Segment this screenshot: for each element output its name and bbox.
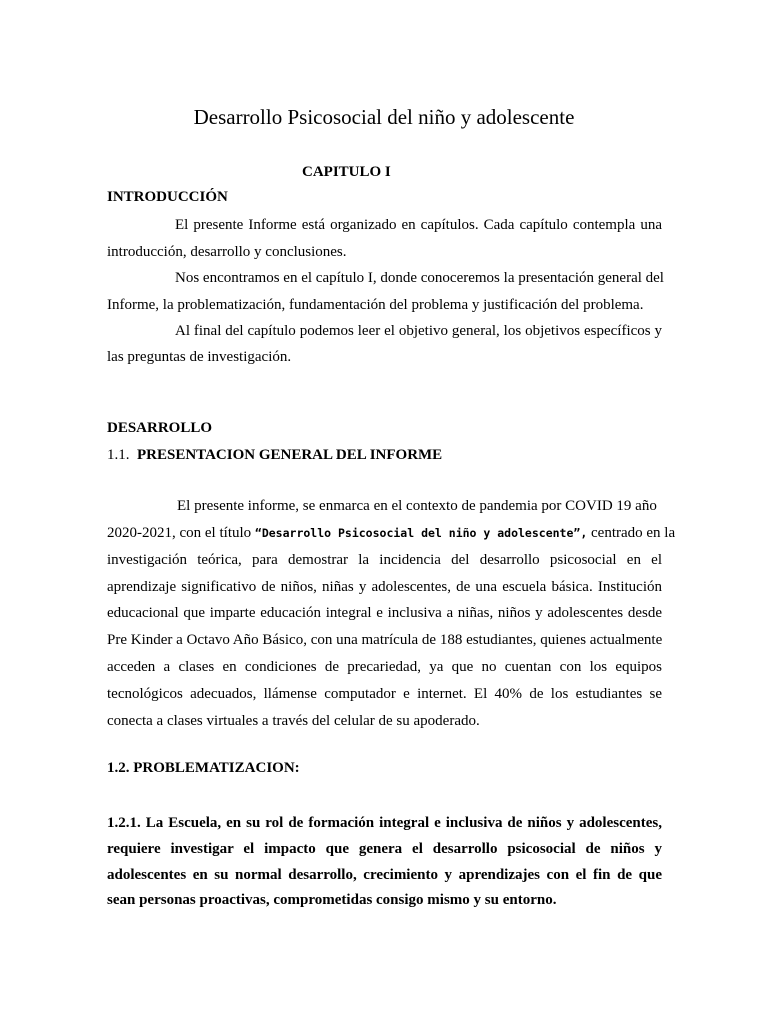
- report-title-quote: “Desarrollo Psicosocial del niño y adolescente”,: [254, 526, 588, 540]
- body-line-5: educacional que imparte educación integral e inclusiva a niñas, niños y adolescentes desde: [107, 605, 662, 621]
- body-line-1: El presente informe, se enmarca en el contexto de pandemia por COVID 19 año: [177, 498, 657, 514]
- intro-paragraph-3-line-1: Al final del capítulo podemos leer el objetivo general, los objetivos específicos y: [175, 323, 662, 339]
- body-line-7: acceden a clases en condiciones de precariedad, ya que no cuentan con los equipos: [107, 659, 662, 675]
- body-line-2: [107, 524, 676, 542]
- body-line-3: investigación teórica, para demostrar la incidencia del desarrollo psicosocial en el: [107, 552, 662, 568]
- section-1-2-heading: 1.2. PROBLEMATIZACION:: [107, 760, 300, 776]
- intro-paragraph-3-line-2: las preguntas de investigación.: [107, 349, 292, 365]
- section-1-2-1-line-1: 1.2.1. La Escuela, en su rol de formación integral e inclusiva de niños y adolescentes,: [107, 815, 662, 831]
- intro-paragraph-1-line-2: introducción, desarrollo y conclusiones.: [107, 244, 347, 260]
- development-heading: DESARROLLO: [107, 420, 213, 436]
- body-line-8: tecnológicos adecuados, llámense computador e internet. El 40% de los estudiantes se: [107, 686, 662, 702]
- body-line-6: Pre Kinder a Octavo Año Básico, con una matrícula de 188 estudiantes, quienes actualmente: [107, 632, 663, 648]
- body-line-2-text-after: centrado en la: [587, 525, 676, 541]
- intro-paragraph-2-line-2: Informe, la problematización, fundamentación del problema y justificación del problema.: [107, 297, 644, 313]
- body-line-2-text-before: 2020-2021, con el título: [107, 525, 255, 541]
- section-1-1-title: PRESENTACION GENERAL DEL INFORME: [137, 447, 443, 463]
- section-1-2-1-line-2: requiere investigar el impacto que genera el desarrollo psicosocial de niños y: [107, 841, 662, 857]
- section-1-2-1-line-3: adolescentes en su normal desarrollo, crecimiento y aprendizajes con el fin de que: [107, 867, 662, 883]
- chapter-heading: CAPITULO I: [302, 164, 391, 180]
- body-line-9: conecta a clases virtuales a través del celular de su apoderado.: [107, 713, 480, 729]
- document-title: Desarrollo Psicosocial del niño y adolescente: [193, 105, 575, 129]
- section-1-1-number: 1.1.: [107, 447, 130, 463]
- intro-heading: INTRODUCCIÓN: [107, 189, 228, 205]
- section-1-1-heading: [107, 446, 442, 464]
- intro-paragraph-2-line-1: Nos encontramos en el capítulo I, donde conoceremos la presentación general del: [175, 270, 664, 286]
- body-line-4: aprendizaje significativo de niños, niñas y adolescentes, de una escuela básica. Institución: [107, 579, 662, 595]
- section-1-2-1-line-4: sean personas proactivas, comprometidas consigo mismo y su entorno.: [107, 892, 557, 908]
- intro-paragraph-1-line-1: El presente Informe está organizado en capítulos. Cada capítulo contempla una: [175, 217, 662, 233]
